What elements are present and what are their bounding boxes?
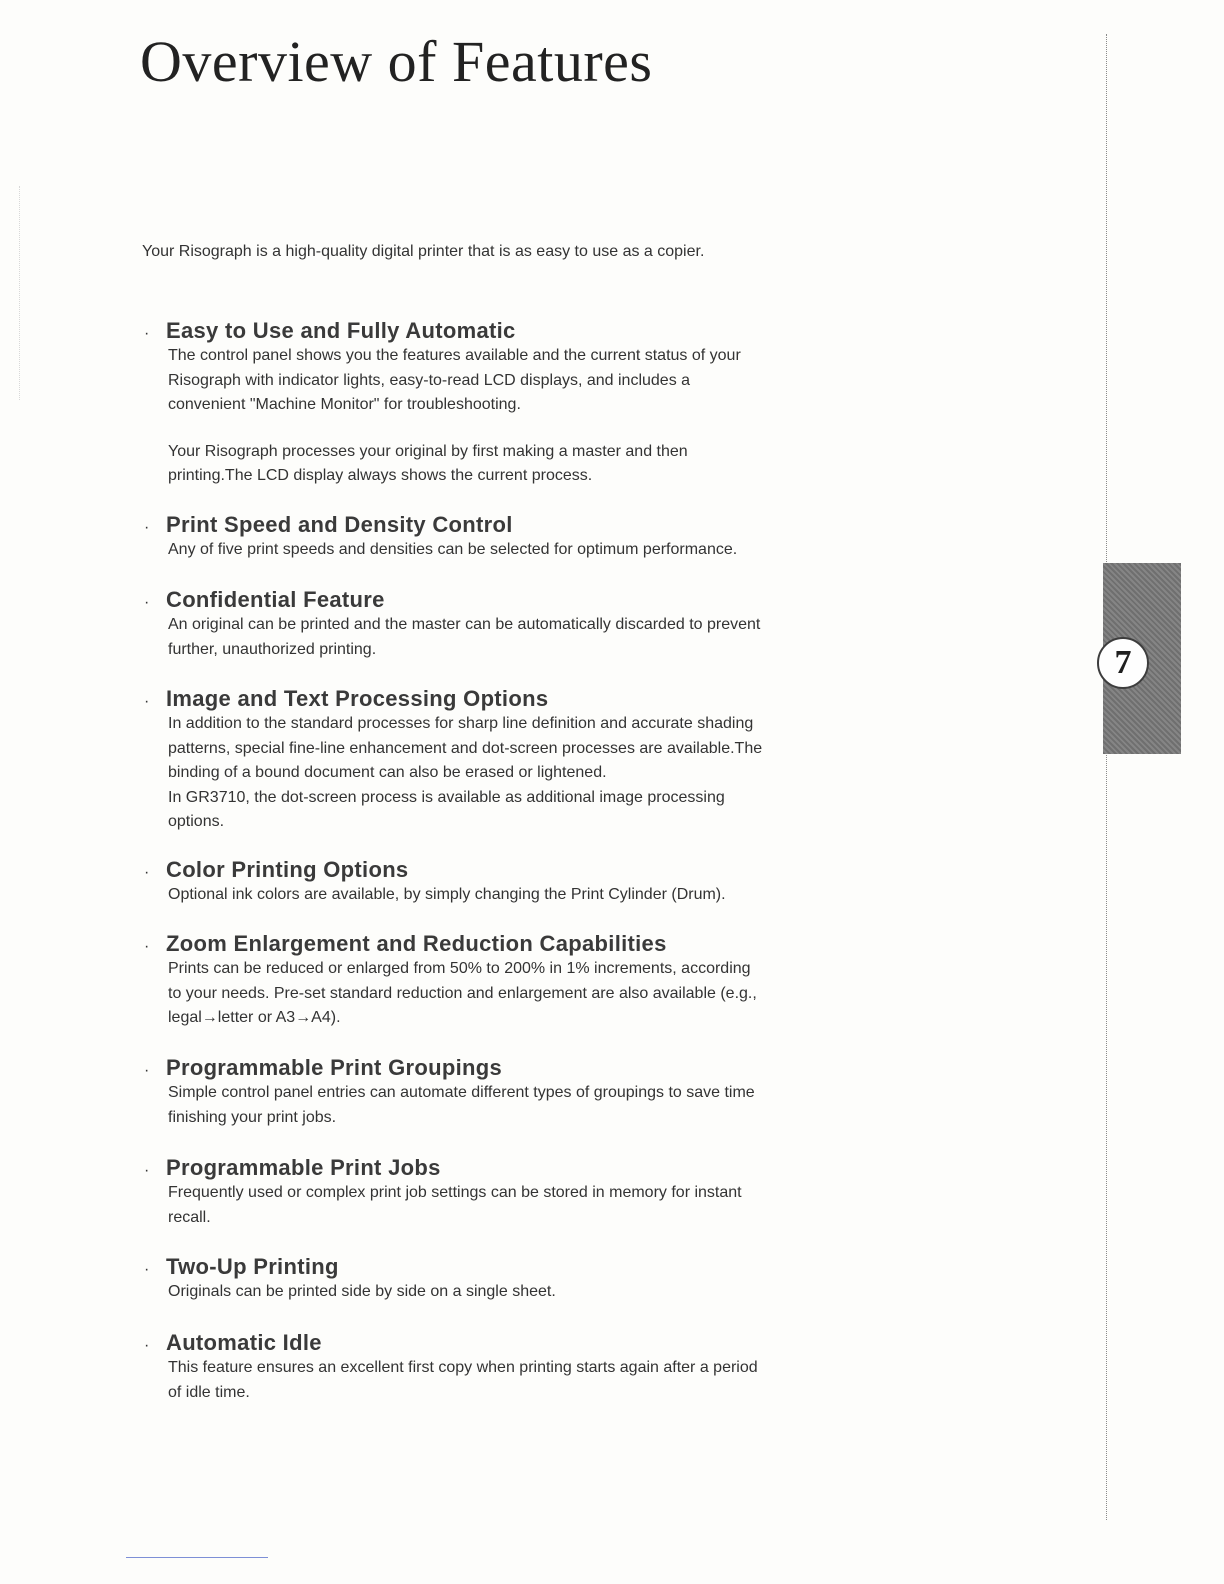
bullet-icon: · — [144, 1261, 150, 1278]
feature-print-speed-density — [144, 512, 844, 563]
bullet-icon: · — [144, 1162, 150, 1179]
feature-heading — [144, 1055, 844, 1081]
feature-easy-to-use — [144, 318, 844, 489]
bullet-icon: · — [144, 693, 150, 710]
feature-description — [168, 1280, 844, 1305]
feature-heading — [144, 1254, 844, 1280]
feature-description — [168, 344, 844, 489]
feature-paragraph: In GR3710, the dot-screen process is available as additional image processing options. — [168, 788, 725, 830]
bullet-icon: · — [144, 325, 150, 342]
footer-rule — [126, 1557, 268, 1558]
feature-heading — [144, 857, 844, 883]
feature-title: Programmable Print Groupings — [166, 1055, 503, 1080]
feature-print-jobs — [144, 1155, 844, 1230]
feature-paragraph: In addition to the standard processes for sharp line definition and accurate shading patterns, special fine-line enhancement and dot-screen processes are available.The binding of a bound document can also be erased or lightened. — [168, 715, 763, 781]
bullet-icon: · — [144, 519, 150, 536]
feature-confidential — [144, 587, 844, 662]
scan-margin-mark — [19, 186, 20, 400]
feature-image-text-processing — [144, 686, 844, 835]
feature-description — [168, 613, 844, 662]
bullet-icon: · — [144, 1062, 150, 1079]
feature-title: Automatic Idle — [166, 1330, 322, 1355]
feature-zoom — [144, 931, 844, 1031]
feature-title: Two-Up Printing — [166, 1254, 339, 1279]
bullet-icon: · — [144, 864, 150, 881]
bullet-icon: · — [144, 938, 150, 955]
feature-description — [168, 883, 844, 908]
feature-title: Color Printing Options — [166, 857, 409, 882]
feature-paragraph: Your Risograph processes your original by first making a master and then printing.The LCD display always shows the current process. — [168, 442, 688, 484]
feature-paragraph: Any of five print speeds and densities can be selected for optimum performance. — [168, 541, 738, 558]
page-title: Overview of Features — [140, 29, 653, 94]
feature-description — [168, 1181, 844, 1230]
bullet-icon: · — [144, 1337, 150, 1354]
feature-paragraph: Originals can be printed side by side on a single sheet. — [168, 1283, 556, 1300]
feature-paragraph: Prints can be reduced or enlarged from 50% to 200% in 1% increments, according to your needs. Pre-set standard reduction and enlargement are also available (e.g., legal→letter or A3→A4). — [168, 960, 757, 1026]
feature-heading — [144, 1330, 844, 1356]
feature-heading — [144, 587, 844, 613]
intro-text: Your Risograph is a high-quality digital printer that is as easy to use as a copier. — [142, 243, 705, 260]
feature-title: Print Speed and Density Control — [166, 512, 513, 537]
feature-heading — [144, 1155, 844, 1181]
feature-description — [168, 957, 844, 1031]
feature-paragraph: Frequently used or complex print job settings can be stored in memory for instant recall. — [168, 1184, 742, 1226]
feature-heading — [144, 318, 844, 344]
feature-description — [168, 712, 844, 835]
feature-color-printing — [144, 857, 844, 908]
feature-paragraph: Simple control panel entries can automate different types of groupings to save time finishing your print jobs. — [168, 1084, 755, 1126]
feature-title: Programmable Print Jobs — [166, 1155, 441, 1180]
right-margin-rule — [1106, 34, 1107, 1520]
feature-automatic-idle — [144, 1330, 844, 1405]
feature-paragraph: Optional ink colors are available, by simply changing the Print Cylinder (Drum). — [168, 886, 726, 903]
chapter-number-badge: 7 — [1097, 637, 1149, 689]
feature-description — [168, 538, 844, 563]
feature-paragraph: This feature ensures an excellent first copy when printing starts again after a period of idle time. — [168, 1359, 758, 1401]
feature-title: Easy to Use and Fully Automatic — [166, 318, 516, 343]
bullet-icon: · — [144, 594, 150, 611]
feature-paragraph: An original can be printed and the master can be automatically discarded to prevent further, unauthorized printing. — [168, 616, 761, 658]
feature-description — [168, 1081, 844, 1130]
feature-description — [168, 1356, 844, 1405]
feature-paragraph: The control panel shows you the features available and the current status of your Risograph with indicator lights, easy-to-read LCD displays, and includes a convenient "Machine Monitor" for troubleshooting. — [168, 347, 741, 413]
feature-print-groupings — [144, 1055, 844, 1130]
feature-heading — [144, 512, 844, 538]
feature-title: Image and Text Processing Options — [166, 686, 549, 711]
feature-title: Zoom Enlargement and Reduction Capabilities — [166, 931, 667, 956]
feature-two-up-printing — [144, 1254, 844, 1305]
feature-heading — [144, 931, 844, 957]
feature-heading — [144, 686, 844, 712]
feature-title: Confidential Feature — [166, 587, 385, 612]
